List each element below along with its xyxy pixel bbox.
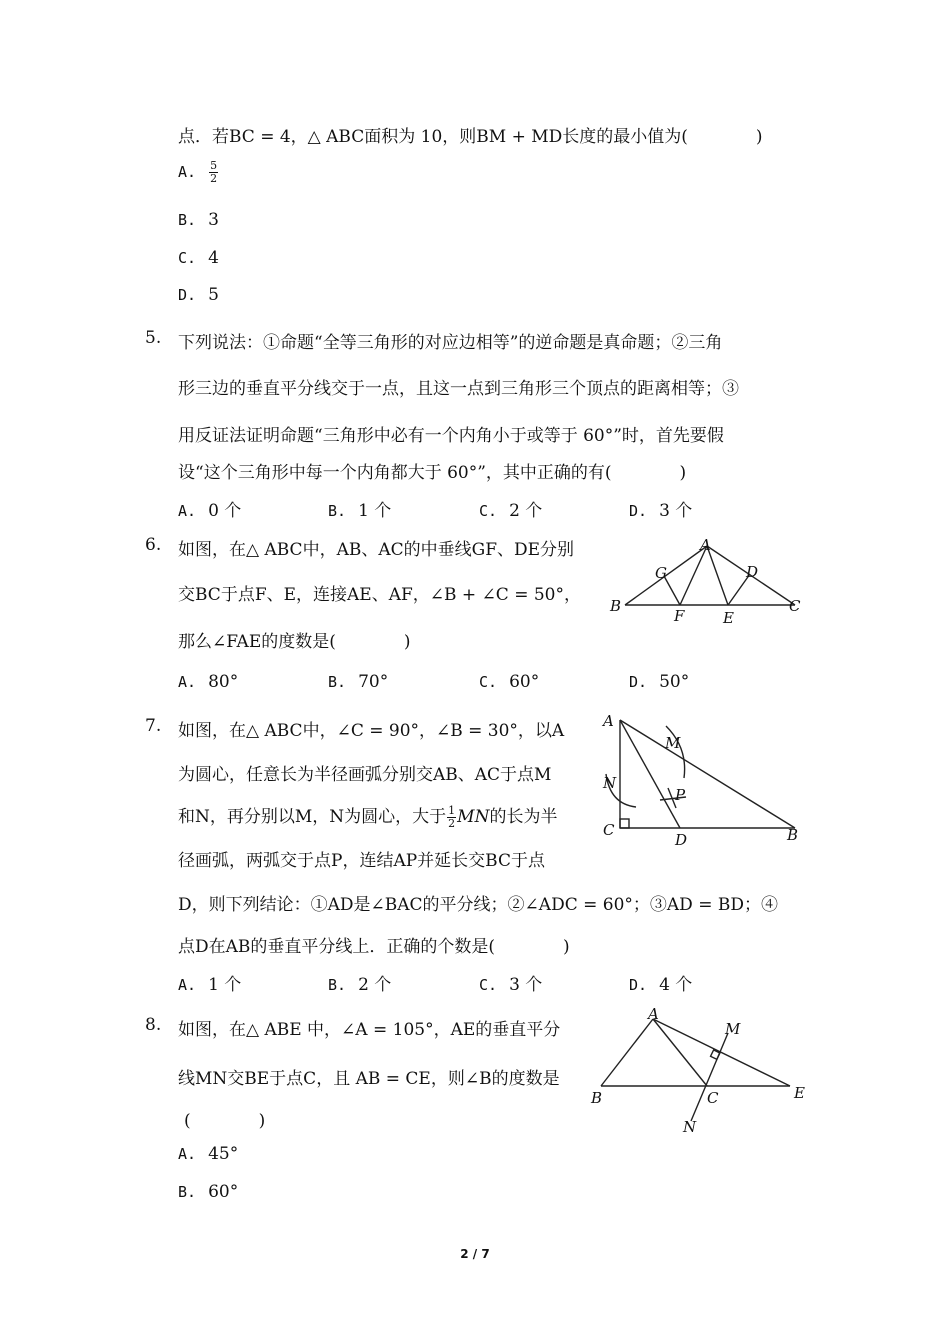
label-C: C <box>603 821 615 839</box>
label-E: E <box>794 1084 805 1102</box>
q6-line-2: 交BC于点F、E，连接AE、AF，∠B + ∠C = 50°， <box>178 585 582 605</box>
q6-option-c: C. 60° <box>479 672 540 692</box>
label-C: C <box>789 597 801 615</box>
label-D: D <box>675 831 688 849</box>
label-M: M <box>665 734 681 752</box>
q8-line-2: 线MN交BE于点C，且 AB = CE，则∠B的度数是 <box>178 1069 560 1089</box>
q6-option-b: B. 70° <box>328 672 389 692</box>
q6-option-d: D. 50° <box>629 672 690 692</box>
q8-number: 8. <box>145 1015 162 1035</box>
q7-line-3: 和N，再分别以M，N为圆心，大于 $\frac{1}{2}$ MN的长为半 <box>178 804 558 830</box>
label-N: N <box>603 774 617 792</box>
q7-option-c: C. 3 个 <box>479 975 543 995</box>
q8-line-3: ( ) <box>184 1111 266 1131</box>
q7-line-5: D，则下列结论：①AD是∠BAC的平分线；②∠ADC = 60°；③AD = BD；④ <box>178 895 778 915</box>
q4-option-b: B. 3 <box>178 210 219 230</box>
q5-line-2: 形三边的垂直平分线交于一点，且这一点到三角形三个顶点的距离相等；③ <box>178 379 739 399</box>
option-label: A. <box>178 163 197 181</box>
q7-option-b: B. 2 个 <box>328 975 392 995</box>
q6-line-3: 那么∠FAE的度数是( ) <box>178 632 411 652</box>
label-N: N <box>683 1118 697 1136</box>
q5-option-c: C. 2 个 <box>479 501 543 521</box>
q8-option-a: A. 45° <box>178 1144 239 1164</box>
q5-option-d: D. 3 个 <box>629 501 693 521</box>
q5-line-1: 下列说法：①命题“全等三角形的对应边相等”的逆命题是真命题；②三角 <box>178 333 723 353</box>
fraction: $\frac{1}{2}$ <box>448 804 456 830</box>
q5-number: 5. <box>145 328 162 348</box>
q6-option-a: A. 80° <box>178 672 239 692</box>
q5-option-b: B. 1 个 <box>328 501 392 521</box>
q7-number: 7. <box>145 716 162 736</box>
label-A: A <box>603 712 614 730</box>
label-M: M <box>725 1020 741 1038</box>
label-B: B <box>787 826 799 844</box>
label-E: E <box>723 609 734 627</box>
q7-option-a: A. 1 个 <box>178 975 242 995</box>
label-C: C <box>707 1089 719 1107</box>
label-A: A <box>700 536 711 554</box>
q5-line-3: 用反证法证明命题“三角形中必有一个内角小于或等于 60°”时，首先要假 <box>178 426 724 446</box>
q6-triangle-figure <box>600 532 815 632</box>
page-number: 2 / 7 <box>460 1247 490 1261</box>
q7-line-4: 径画弧，两弧交于点P，连结AP并延长交BC于点 <box>178 851 545 871</box>
label-B: B <box>610 597 622 615</box>
q8-line-1: 如图，在△ ABE 中，∠A = 105°，AE的垂直平分 <box>178 1020 561 1040</box>
q5-line-4: 设“这个三角形中每一个内角都大于 60°”，其中正确的有( ) <box>178 463 687 483</box>
label-D: D <box>746 563 759 581</box>
q5-option-a: A. 0 个 <box>178 501 242 521</box>
q7-option-d: D. 4 个 <box>629 975 693 995</box>
label-P: P <box>675 786 686 804</box>
label-F: F <box>674 607 685 625</box>
label-A: A <box>648 1005 659 1023</box>
q8-triangle-figure <box>585 1005 810 1140</box>
q8-option-b: B. 60° <box>178 1182 239 1202</box>
fraction: $\frac{5}{2}$ <box>210 159 218 185</box>
q6-number: 6. <box>145 535 162 555</box>
q7-triangle-figure <box>598 708 813 853</box>
q6-line-1: 如图，在△ ABC中，AB、AC的中垂线GF、DE分别 <box>178 540 575 560</box>
label-B: B <box>591 1089 603 1107</box>
q4-option-d: D. 5 <box>178 285 219 305</box>
q7-line-2: 为圆心，任意长为半径画弧分别交AB、AC于点M <box>178 765 552 785</box>
q4-stem-tail: 点．若BC = 4，△ ABC面积为 10，则BM + MD长度的最小值为( ) <box>178 127 763 147</box>
label-G: G <box>655 564 667 582</box>
q4-option-c: C. 4 <box>178 248 219 268</box>
q7-line-6: 点D在AB的垂直平分线上．正确的个数是( ) <box>178 937 570 957</box>
q7-line-1: 如图，在△ ABC中，∠C = 90°，∠B = 30°，以A <box>178 721 565 741</box>
q4-option-a <box>178 160 219 185</box>
